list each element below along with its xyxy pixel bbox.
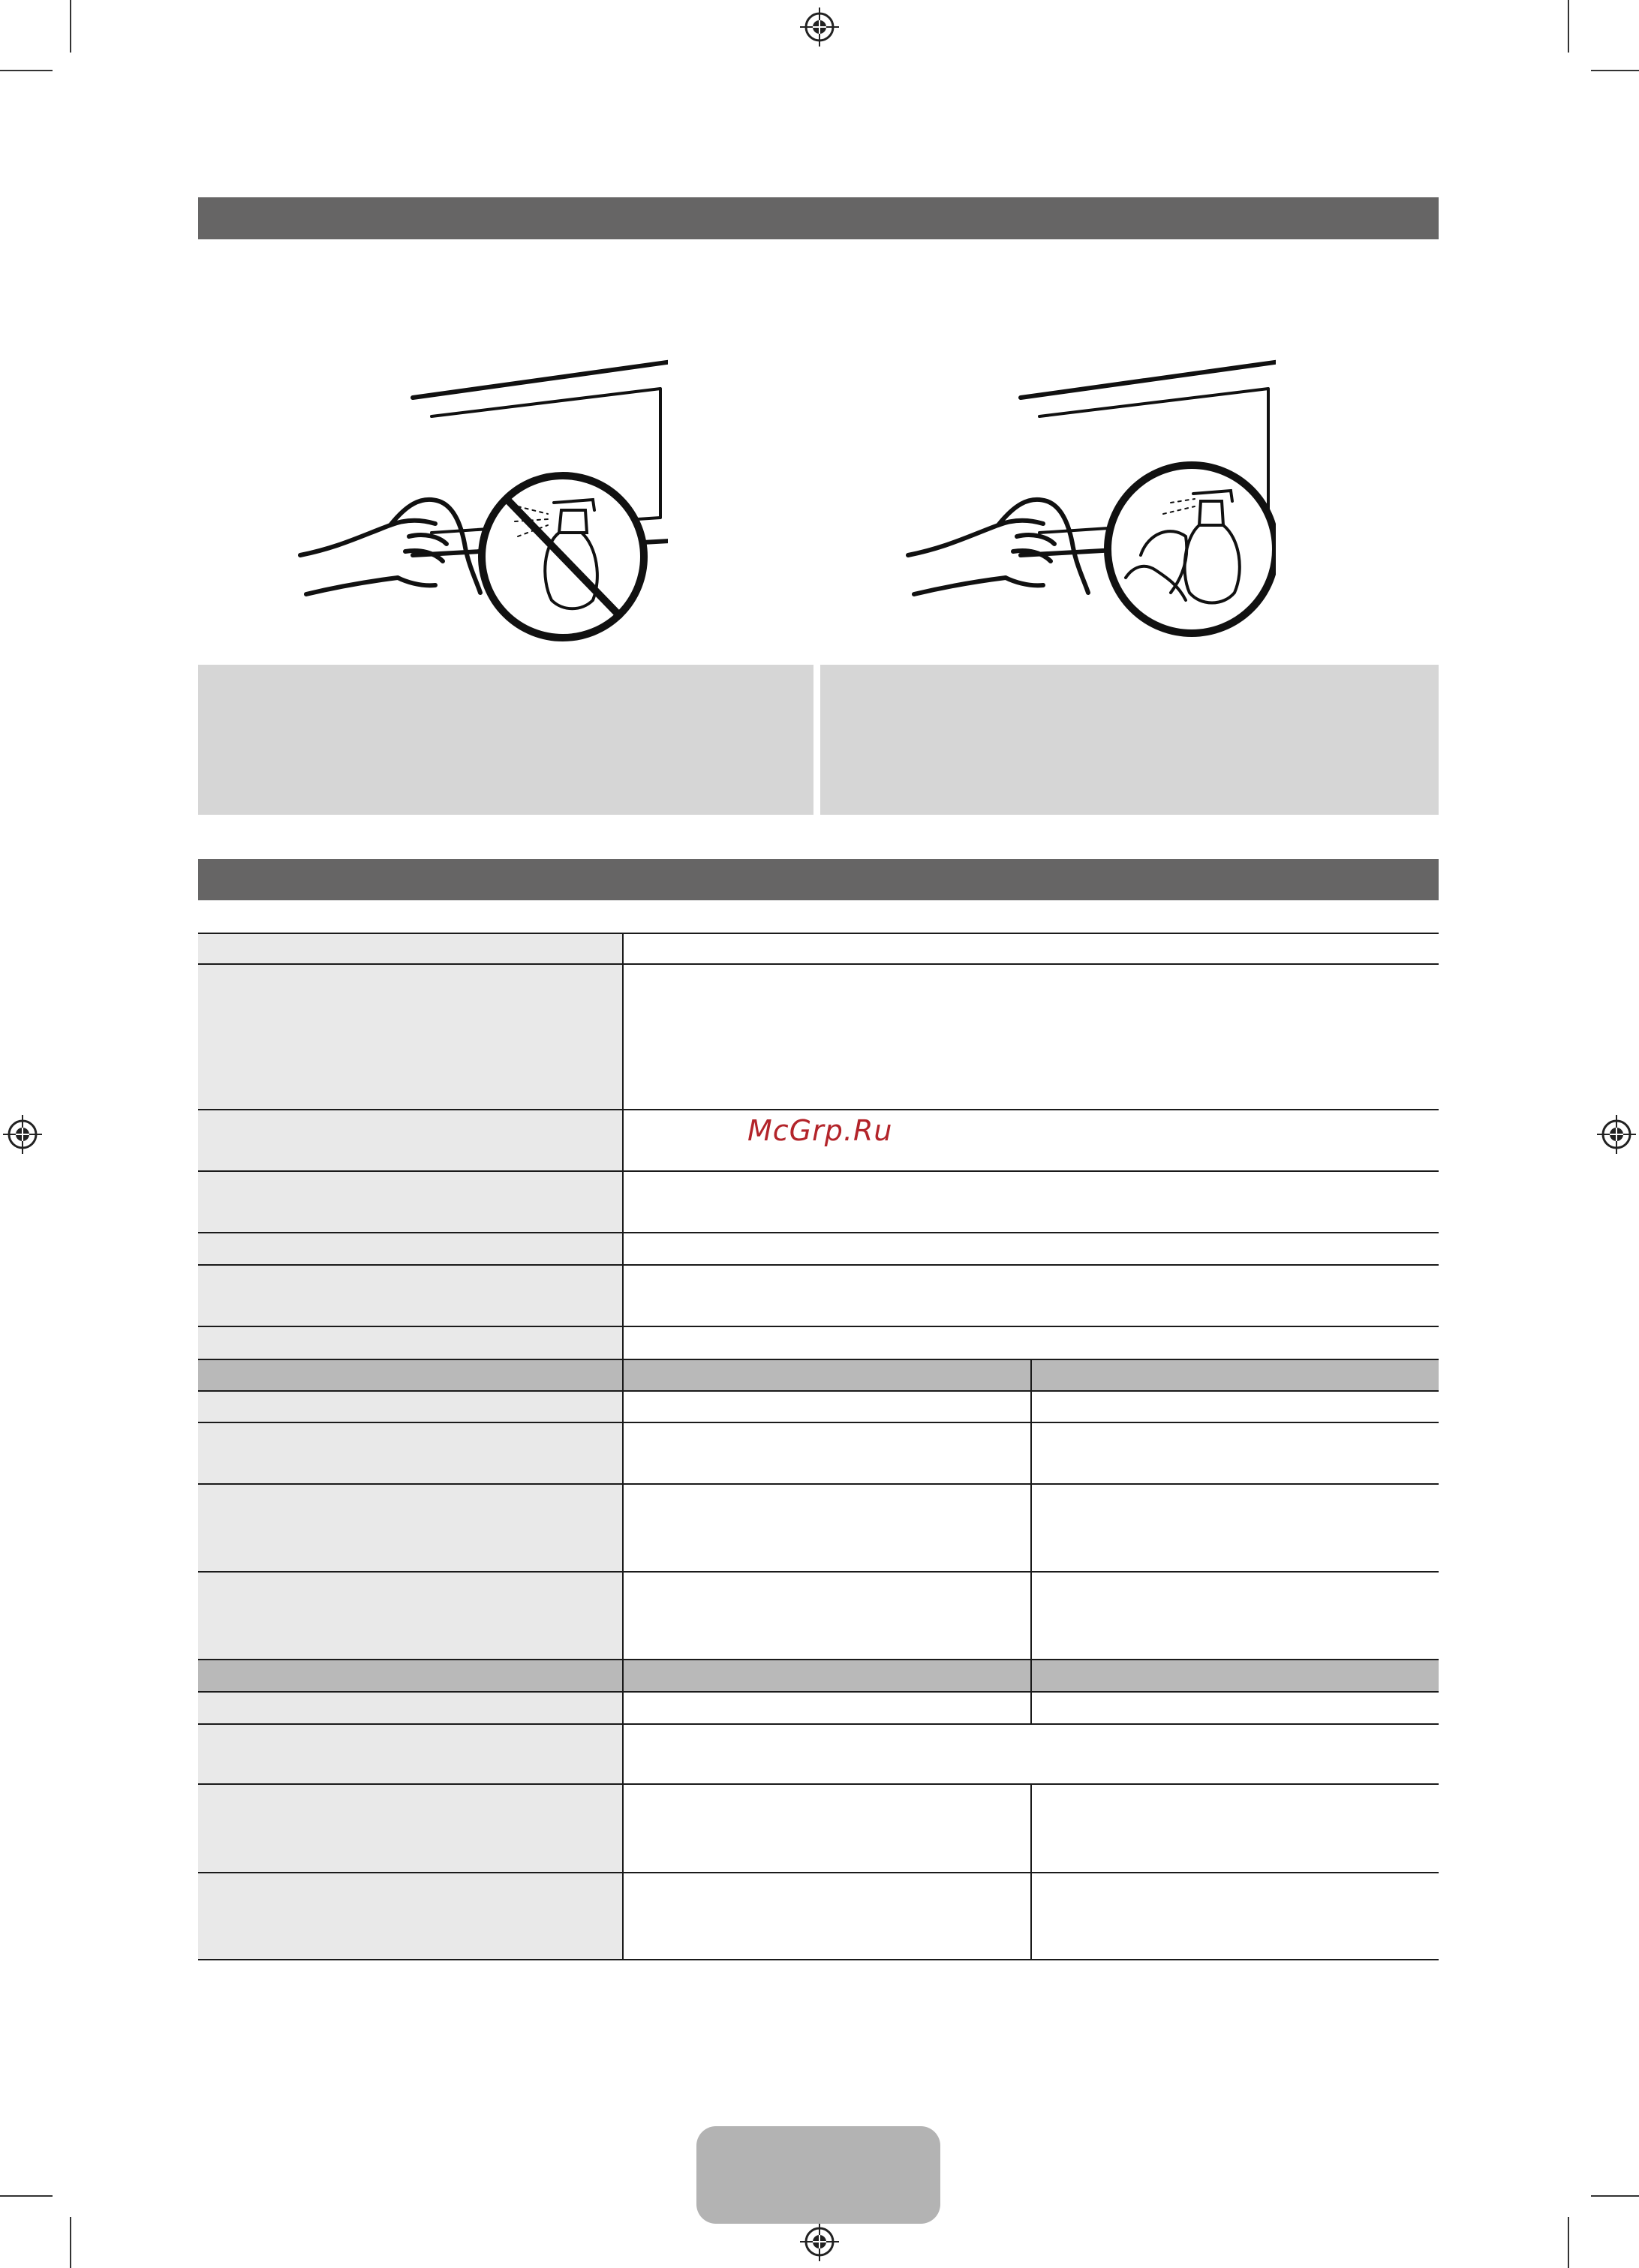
table-subheader-row — [198, 1359, 1439, 1390]
table-row-divider — [198, 1422, 1439, 1423]
crop-mark — [1591, 70, 1639, 71]
crop-mark — [0, 70, 53, 71]
page-number-tab — [696, 2126, 940, 2224]
table-row-divider — [198, 1170, 1439, 1172]
table-column-divider — [1030, 1783, 1032, 1960]
tv-cleaning-spray-cloth-illustration — [901, 353, 1276, 645]
table-subheader-row — [198, 1659, 1439, 1691]
table-label-cell — [198, 933, 623, 1359]
caption-box-right — [820, 665, 1439, 815]
table-row-divider — [198, 1326, 1439, 1327]
table-column-divider — [622, 933, 624, 1960]
table-column-divider — [1030, 1659, 1032, 1723]
section-header-bar-care — [198, 197, 1439, 239]
table-row-divider — [198, 1359, 1439, 1360]
table-label-cell — [198, 1691, 623, 1959]
table-row-divider — [198, 1109, 1439, 1110]
crop-mark — [70, 2217, 71, 2268]
table-column-divider — [1030, 1483, 1032, 1659]
crop-mark — [1568, 2217, 1569, 2268]
table-row-divider — [198, 1264, 1439, 1266]
caption-box-left — [198, 665, 813, 815]
table-row-divider — [198, 1691, 1439, 1693]
tv-cleaning-do-not-spray-illustration — [293, 353, 668, 645]
watermark-text: McGrp.Ru — [747, 1114, 893, 1147]
registration-mark-icon — [800, 2222, 839, 2261]
table-row-divider — [198, 963, 1439, 965]
crop-mark — [0, 2195, 53, 2197]
crop-mark — [1591, 2195, 1639, 2197]
table-row-divider — [198, 1390, 1439, 1392]
section-header-bar-specifications — [198, 859, 1439, 900]
table-row-divider — [198, 1571, 1439, 1573]
table-row-divider — [198, 1659, 1439, 1660]
table-row-divider — [198, 1959, 1439, 1960]
crop-mark — [70, 0, 71, 53]
table-label-cell — [198, 1390, 623, 1659]
table-row-divider — [198, 1723, 1439, 1725]
table-row-divider — [198, 1872, 1439, 1873]
registration-mark-icon — [1597, 1115, 1636, 1154]
table-column-divider — [1030, 1359, 1032, 1483]
registration-mark-icon — [3, 1115, 42, 1154]
crop-mark — [1568, 0, 1569, 53]
table-row-divider — [198, 1483, 1439, 1485]
table-row-divider — [198, 1783, 1439, 1785]
table-row-divider — [198, 1232, 1439, 1233]
registration-mark-icon — [800, 8, 839, 47]
table-row-divider — [198, 933, 1439, 934]
